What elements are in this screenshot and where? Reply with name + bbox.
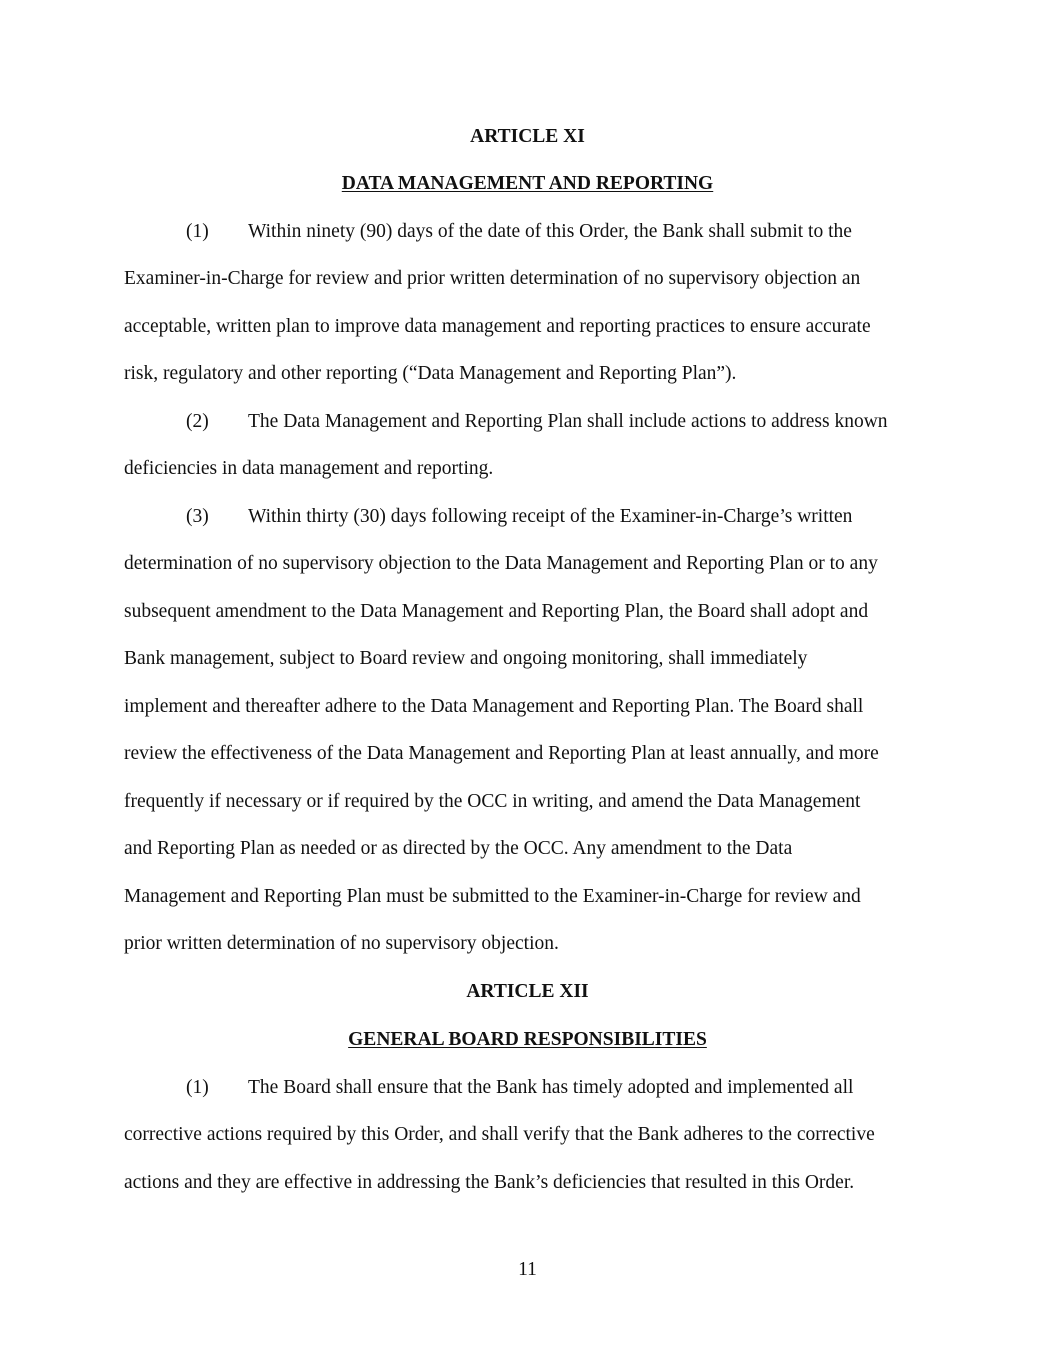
paragraph-number: (3)	[186, 506, 209, 527]
paragraph-line: Management and Reporting Plan must be submitted to the Examiner-in-Charge for review and	[124, 886, 861, 907]
article-xii-heading-text: GENERAL BOARD RESPONSIBILITIES	[348, 1029, 707, 1050]
page-number: 11	[518, 1259, 537, 1280]
paragraph-line: review the effectiveness of the Data Management and Reporting Plan at least annually, and more	[124, 743, 879, 764]
article-xii-heading	[0, 1028, 1055, 1052]
paragraph-line: acceptable, written plan to improve data management and reporting practices to ensure accurate	[124, 316, 871, 337]
paragraph-line: risk, regulatory and other reporting (“Data Management and Reporting Plan”).	[124, 363, 737, 384]
article-xi-heading	[0, 172, 1055, 196]
paragraph-line: and Reporting Plan as needed or as directed by the OCC. Any amendment to the Data	[124, 838, 793, 859]
paragraph-line: Examiner-in-Charge for review and prior written determination of no supervisory objection an	[124, 268, 861, 289]
paragraph-line: implement and thereafter adhere to the Data Management and Reporting Plan. The Board shall	[124, 696, 864, 717]
paragraph-line: frequently if necessary or if required by the OCC in writing, and amend the Data Management	[124, 791, 861, 812]
paragraph-line: prior written determination of no supervisory objection.	[124, 933, 559, 954]
paragraph-line: Bank management, subject to Board review and ongoing monitoring, shall immediately	[124, 648, 808, 669]
paragraph-text: The Data Management and Reporting Plan shall include actions to address known	[248, 411, 888, 432]
paragraph-line: actions and they are effective in addressing the Bank’s deficiencies that resulted in this Order.	[124, 1172, 855, 1193]
article-xii-title: ARTICLE XII	[466, 981, 589, 1002]
article-xi-title: ARTICLE XI	[470, 126, 585, 147]
paragraph-line: deficiencies in data management and reporting.	[124, 458, 494, 479]
article-xi-heading-text: DATA MANAGEMENT AND REPORTING	[341, 173, 714, 194]
paragraph-text: Within thirty (30) days following receipt of the Examiner-in-Charge’s written	[248, 506, 853, 527]
paragraph-text: Within ninety (90) days of the date of this Order, the Bank shall submit to the	[248, 221, 852, 242]
paragraph-line: subsequent amendment to the Data Management and Reporting Plan, the Board shall adopt and	[124, 601, 869, 622]
paragraph-text: The Board shall ensure that the Bank has timely adopted and implemented all	[248, 1077, 854, 1098]
paragraph-line: corrective actions required by this Order, and shall verify that the Bank adheres to the corrective	[124, 1124, 875, 1145]
paragraph-number: (2)	[186, 411, 209, 432]
paragraph-number: (1)	[186, 1077, 209, 1098]
paragraph-line: determination of no supervisory objection to the Data Management and Reporting Plan or to any	[124, 553, 878, 574]
paragraph-number: (1)	[186, 221, 209, 242]
